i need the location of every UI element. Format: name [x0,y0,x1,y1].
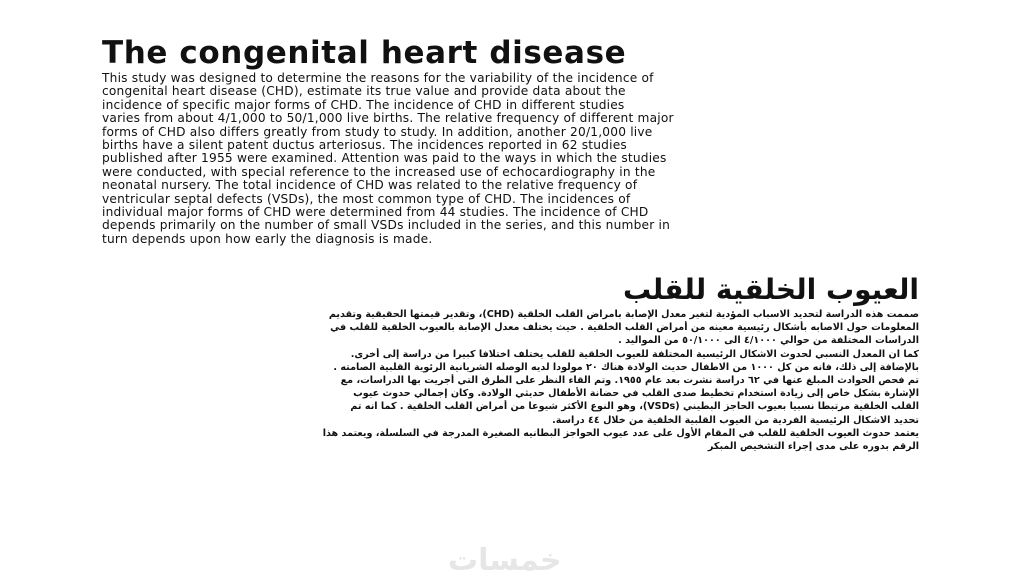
english-line: births have a silent patent ductus arteriosus. The incidences reported in 62 studies [102,138,627,153]
english-line: forms of CHD also differs greatly from study to study. In addition, another 20/1,000 live [102,124,653,139]
arabic-line: القلب الخلقية مرتبطا نسبيا بعيوب الحاجز البطيني (VSDs)، وهو النوع الأكثر شيوعا من أمراض القلب الخلقية . كما انه تم [350,401,919,413]
english-line: ventricular septal defects (VSDs), the most common type of CHD. The incidences of [102,191,631,206]
english-line: published after 1955 were examined. Attention was paid to the ways in which the studies [102,151,667,166]
english-line: neonatal nursery. The total incidence of CHD was related to the relative frequency of [102,178,638,193]
english-title: The congenital heart disease [102,35,627,71]
arabic-line: يعتمد حدوث العيوب الخلقية للقلب في المقام الأول على عدد عيوب الحواجز البطانيه الصغيرة المدرجة في السلسلة، ويعتمد هذا [322,427,919,439]
arabic-line: المعلومات حول الاصابه بأشكال رئيسية معينه من أمراض القلب الخلقية . حيث يختلف معدل الإصابة بالعيوب الخلقية للقلب في [330,322,919,334]
english-line: varies from about 4/1,000 to 50/1,000 live births. The relative frequency of different major [102,111,674,126]
english-line: depends primarily on the number of small VSDs included in the series, and this number in [102,218,671,233]
arabic-line: الإشارة بشكل خاص إلى زيادة استخدام تخطيط صدى القلب في حضانة الأطفال حديثي الولادة. وكان إجمالي حدوث عيوب [353,388,919,400]
arabic-line: بالإضافة إلى ذلك، فانه من كل ١٠٠٠ من الاطفال حديث الولادة هناك ٢٠ مولودا لديه الوصله الشريانية الرئوية القلبية الصامته . [333,361,919,373]
arabic-abstract [99,308,919,453]
english-line: This study was designed to determine the reasons for the variability of the incidence of [102,71,654,85]
watermark-logo: خمسات [448,543,562,578]
arabic-line: تحديد الاشكال الرئيسية الفردية من العيوب القلبية الخلقية من خلال ٤٤ دراسة. [552,414,919,426]
arabic-line: تم فحص الحوادث المبلغ عنها في ٦٢ دراسة نشرت بعد عام ١٩٥٥. وتم القاء النظر على الطرق التي أجريت بها الدراسات، مع [340,375,919,387]
english-line: turn depends upon how early the diagnosis is made. [102,231,433,246]
arabic-line: الرقم بدوره على مدى إجراء التشخيص المبكر [707,441,919,453]
english-line: were conducted, with special reference to the increased use of echocardiography in the [102,164,656,179]
english-line: congenital heart disease (CHD), estimate its true value and provide data about the [102,84,626,99]
arabic-line: صممت هذه الدراسة لتحديد الاسباب المؤدية لتغير معدل الإصابة بامراض القلب الخلقية (CHD)، وتقدير قيمتها الحقيقية وتقديم [328,309,919,320]
arabic-line: كما ان المعدل النسبي لحدوث الاشكال الرئيسية المختلفة للعيوب الخلقية للقلب يختلف اختلافا كبيرا من دراسة إلى أخرى. [350,348,919,360]
english-line: incidence of specific major forms of CHD. The incidence of CHD in different studies [102,97,625,112]
arabic-title: العيوب الخلقية للقلب [623,273,919,306]
english-line: individual major forms of CHD were determined from 44 studies. The incidence of CHD [102,205,649,220]
arabic-line: الدراسات المختلفة من حوالي ٤/١٠٠٠ الى ٥٠/١٠٠٠ من المواليد . [618,335,919,347]
english-abstract [102,72,952,246]
